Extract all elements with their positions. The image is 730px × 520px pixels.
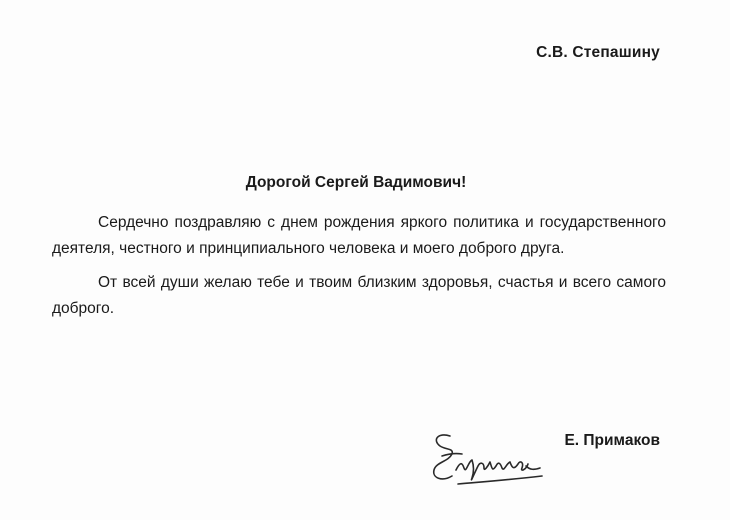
letter-body: [52, 210, 666, 330]
signature-icon: [428, 426, 548, 488]
addressee: С.В. Степашину: [536, 44, 660, 61]
paragraph-congratulation: Сердечно поздравляю с днем рождения яркого политика и государственного деятеля, честного и принципиального человека и моего доброго друга.: [52, 214, 666, 257]
signer-name: Е. Примаков: [564, 432, 660, 449]
paragraph-wishes: От всей души желаю тебе и твоим близким здоровья, счастья и всего самого доброго.: [52, 274, 666, 317]
greeting: Дорогой Сергей Вадимович!: [245, 174, 467, 191]
